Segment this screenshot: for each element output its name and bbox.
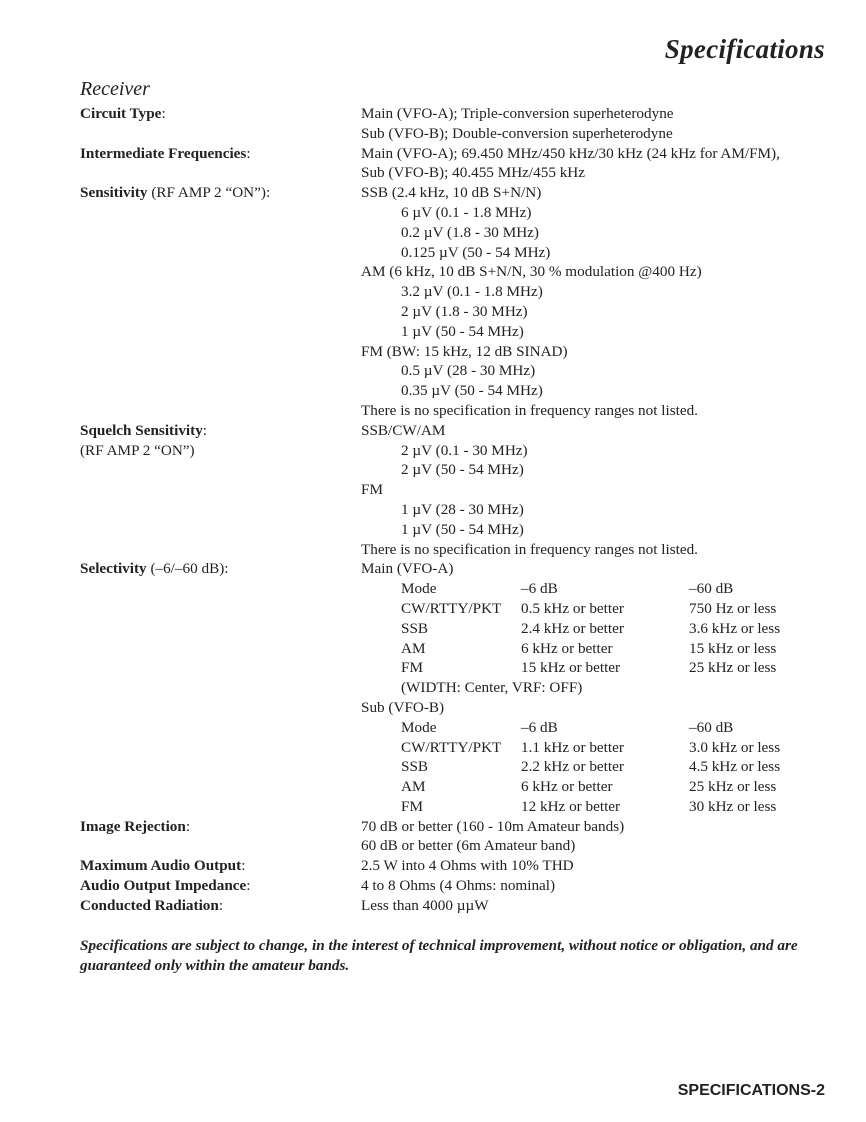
spec-row-conducted-radiation: [80, 896, 840, 916]
spec-row-selectivity: [80, 559, 840, 816]
spec-label: Audio Output Impedance:: [80, 877, 251, 895]
spec-list: [80, 104, 840, 916]
spec-label: Selectivity (–6/–60 dB):: [80, 560, 229, 578]
spec-row-intermediate-frequencies: [80, 144, 840, 184]
spec-label: Conducted Radiation:: [80, 896, 224, 914]
selectivity-table-row: SSB 2.4 kHz or better 3.6 kHz or less: [401, 619, 781, 637]
selectivity-table-row: Mode –6 dB –60 dB: [401, 580, 734, 598]
spec-row-sensitivity: [80, 183, 840, 421]
spec-value: 4 to 8 Ohms (4 Ohms: nominal): [361, 877, 556, 895]
spec-value: Less than 4000 µµW: [361, 896, 489, 914]
spec-row-image-rejection: [80, 817, 840, 857]
spec-value: 2.5 W into 4 Ohms with 10% THD: [361, 857, 574, 875]
selectivity-table-row: Mode –6 dB –60 dB: [401, 718, 734, 736]
spec-value: Main (VFO-A); 69.450 MHz/450 kHz/30 kHz (24 kHz for AM/FM), Sub (VFO-B); 40.455 MHz/455 kHz: [361, 144, 780, 182]
spec-label: Sensitivity (RF AMP 2 “ON”):: [80, 184, 271, 202]
spec-value: SSB (2.4 kHz, 10 dB S+N/N) 6 µV (0.1 - 1.8 MHz) 0.2 µV (1.8 - 30 MHz) 0.125 µV (50 - 54 MHz) AM (6 kHz, 10 dB S+N/N, 30 % modulation @400 Hz) 3.2 µV (0.1 - 1.8 MHz) 2 µV (1.8 - 30 MHz) 1 µV (50 - 54 MHz) FM (BW: 15 kHz, 12 dB SINAD) 0.5 µV (28 - 30 MHz) 0.35 µV (50 - 54 MHz) There is no specification in frequency ranges not listed.: [361, 184, 702, 419]
selectivity-table-row: FM 15 kHz or better 25 kHz or less: [401, 659, 777, 677]
page-number: SPECIFICATIONS-2: [677, 1082, 825, 1099]
spec-row-audio-output-impedance: [80, 876, 840, 896]
spec-value: SSB/CW/AM 2 µV (0.1 - 30 MHz) 2 µV (50 - 54 MHz) FM 1 µV (28 - 30 MHz) 1 µV (50 - 54 MHz) There is no specification in frequency ranges not listed.: [361, 421, 698, 558]
spec-value: Main (VFO-A); Triple-conversion superheterodyne Sub (VFO-B); Double-conversion superheterodyne: [361, 105, 674, 142]
spec-label: Squelch Sensitivity: (RF AMP 2 “ON”): [80, 421, 208, 459]
spec-row-squelch-sensitivity: [80, 421, 840, 560]
spec-value: 70 dB or better (160 - 10m Amateur bands) 60 dB or better (6m Amateur band): [361, 817, 625, 855]
selectivity-table-row: CW/RTTY/PKT 1.1 kHz or better 3.0 kHz or less: [401, 738, 781, 756]
spec-label: Maximum Audio Output:: [80, 857, 246, 875]
selectivity-table-row: CW/RTTY/PKT 0.5 kHz or better 750 Hz or less: [401, 599, 777, 617]
section-title: Receiver: [80, 78, 150, 100]
selectivity-table-row: SSB 2.2 kHz or better 4.5 kHz or less: [401, 758, 781, 776]
spec-label: Image Rejection:: [80, 817, 191, 835]
footnote: Specifications are subject to change, in the interest of technical improvement, without notice or obligation, and are guaranteed only within the amateur bands.: [80, 937, 798, 974]
spec-value: Main (VFO-A) Mode –6 dB –60 dB CW/RTTY/PKT 0.5 kHz or better 750 Hz or less SSB 2.4 kHz or better 3.6 kHz or less AM 6 kHz or better 15 kHz or less FM 15 kHz or better 25 kHz or less (WIDTH: Center, VRF: OFF) Sub (VFO-B) Mode –6 dB –60 dB CW/RTTY/PKT 1.1 kHz or better 3.0 kHz or less SSB 2.2 kHz or better 4.5 kHz or less AM 6 kHz or better 25 kHz or less FM 12 kHz or better 30 kHz or less: [361, 559, 840, 816]
selectivity-table-row: AM 6 kHz or better 15 kHz or less: [401, 639, 777, 657]
page-title: Specifications: [664, 34, 825, 64]
spec-label: Intermediate Frequencies:: [80, 144, 251, 162]
selectivity-table-row: AM 6 kHz or better 25 kHz or less: [401, 778, 777, 796]
spec-row-max-audio-output: [80, 856, 840, 876]
spec-label: Circuit Type:: [80, 105, 166, 122]
spec-row-circuit-type: [80, 104, 840, 144]
selectivity-table-row: FM 12 kHz or better 30 kHz or less: [401, 797, 777, 815]
